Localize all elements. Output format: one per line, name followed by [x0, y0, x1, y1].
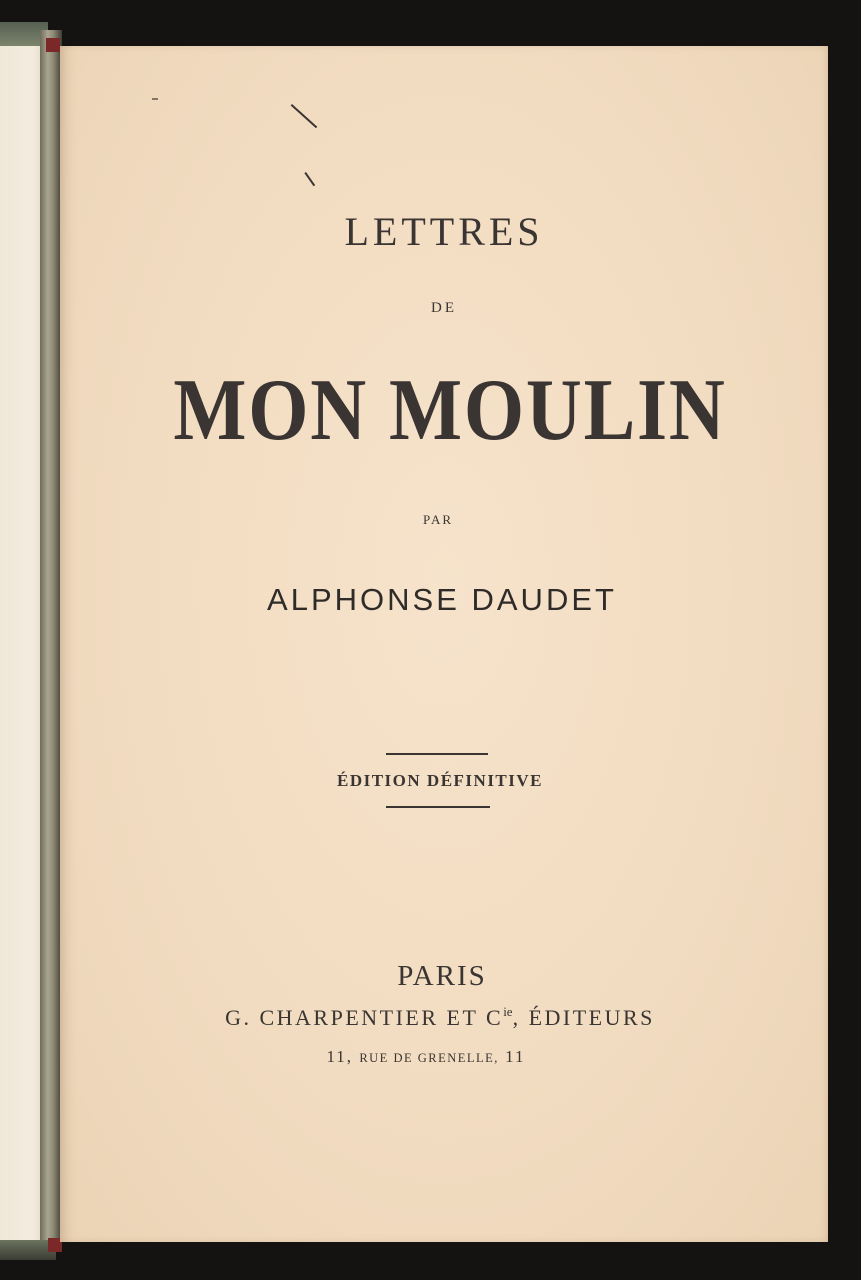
- publisher-role: , ÉDITEURS: [512, 1005, 655, 1030]
- address-number: 11: [505, 1047, 526, 1066]
- address-number: 11,: [326, 1047, 354, 1066]
- author-name: ALPHONSE DAUDET: [267, 582, 617, 617]
- publisher-name: G. CHARPENTIER ET C: [225, 1005, 504, 1030]
- by-line: PAR: [422, 512, 454, 527]
- book-spine-gutter: [40, 30, 62, 1252]
- imprint-publisher: [56, 1004, 824, 1031]
- ink-speck: [152, 98, 158, 100]
- address-street: RUE DE GRENELLE,: [359, 1051, 499, 1065]
- book-title: MON MOULIN: [173, 362, 727, 459]
- rule-below-edition: [386, 806, 490, 808]
- headband-mark: [46, 38, 60, 52]
- edition-label: ÉDITION DÉFINITIVE: [336, 771, 543, 790]
- title-page: [60, 46, 828, 1242]
- rule-above-edition: [386, 753, 488, 755]
- title-line-lettres: LETTRES: [344, 209, 544, 254]
- imprint-address: [42, 1047, 810, 1067]
- title-line-de: DE: [431, 300, 457, 316]
- pencil-mark: [291, 104, 318, 128]
- pencil-mark: [304, 172, 315, 186]
- imprint-city: PARIS: [397, 960, 487, 992]
- publisher-superscript: ie: [503, 1004, 513, 1019]
